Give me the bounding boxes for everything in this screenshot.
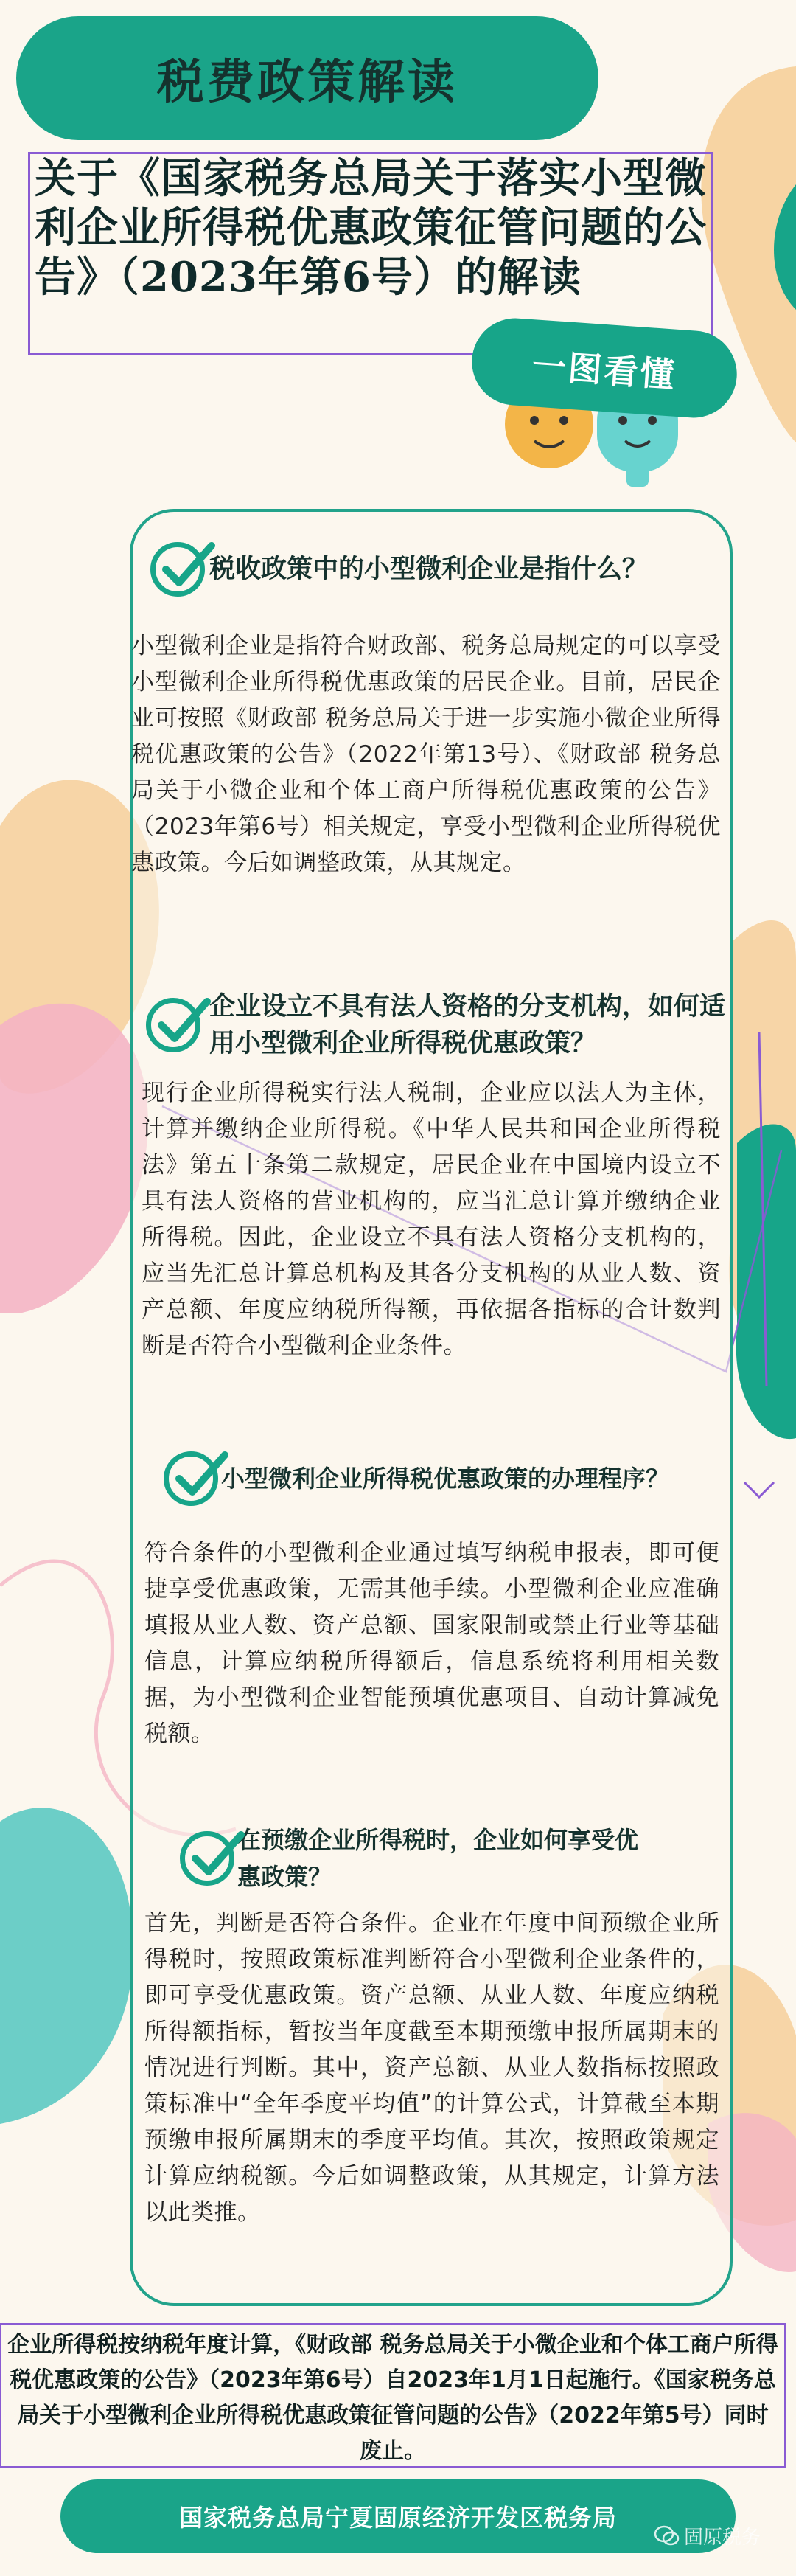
wechat-icon bbox=[654, 2525, 680, 2547]
check-icon bbox=[146, 998, 200, 1052]
header-banner bbox=[16, 16, 598, 140]
section-2-answer: 现行企业所得税实行法人税制，企业应以法人为主体，计算并缴纳企业所得税。《中华人民共和国企业所得税法》第五十条第二款规定，居民企业在中国境内设立不具有法人资格的营业机构的，应当汇总计算并缴纳企业所得税。因此，企业设立不具有法人资格分支机构的，应当先汇总计算总机构及其各分支机构的从业人数、资产总额、年度应纳税所得额，再依据各指标的合计数判断是否符合小型微利企业条件。 bbox=[142, 1080, 721, 1359]
check-icon bbox=[164, 1451, 218, 1506]
section-4-header bbox=[180, 1822, 696, 1895]
section-1-answer: 小型微利企业是指符合财政部、税务总局规定的可以享受小型微利企业所得税优惠政策的居民企业。目前，居民企业可按照《财政部 税务总局关于进一步实施小微企业所得税优惠政策的公告》（2022年第13号）、《财政部 税务总局关于小微企业和个体工商户所得税优惠政策的公告》（2023年第6号）相关规定，享受小型微利企业所得税优惠政策。今后如调整政策，从其规定。 bbox=[131, 633, 721, 876]
check-icon bbox=[150, 542, 205, 597]
section-3-header bbox=[164, 1451, 731, 1506]
footer-note: 企业所得税按纳税年度计算，《财政部 税务总局关于小微企业和个体工商户所得税优惠政策的公告》（2023年第6号）自2023年1月1日起施行。《国家税务总局关于小型微利企业所得税优惠政策征管问题的公告》（2022年第5号）同时废止。 bbox=[0, 2323, 786, 2468]
section-1-question: 税收政策中的小型微利企业是指什么？ bbox=[209, 555, 649, 584]
infographic-tag-label: 一图看懂 bbox=[531, 345, 678, 395]
watermark bbox=[654, 2522, 761, 2549]
bureau-name: 国家税务总局宁夏固原经济开发区税务局 bbox=[178, 2504, 617, 2532]
watermark-label: 固原税务 bbox=[684, 2527, 761, 2549]
section-3-question: 小型微利企业所得税优惠政策的办理程序？ bbox=[221, 1465, 670, 1493]
infographic-tag bbox=[469, 316, 739, 421]
section-2-header bbox=[146, 988, 728, 1062]
section-2-question: 企业设立不具有法人资格的分支机构，如何适用小型微利企业所得税优惠政策？ bbox=[209, 992, 726, 1058]
section-1-header bbox=[150, 542, 733, 597]
banner-title: 税费政策解读 bbox=[157, 55, 458, 110]
section-3-answer: 符合条件的小型微利企业通过填写纳税申报表，即可便捷享受优惠政策，无需其他手续。小型微利企业应准确填报从业人数、资产总额、国家限制或禁止行业等基础信息，计算应纳税所得额后，信息系统将利用相关数据，为小型微利企业智能预填优惠项目、自动计算减免税额。 bbox=[144, 1540, 719, 1747]
check-icon bbox=[180, 1831, 234, 1886]
section-4-question: 在预缴企业所得税时，企业如何享受优惠政策？ bbox=[237, 1826, 639, 1891]
bottom-bar bbox=[60, 2479, 736, 2553]
section-4-answer: 首先，判断是否符合条件。企业在年度中间预缴企业所得税时，按照政策标准判断符合小型微利企业条件的，即可享受优惠政策。资产总额、从业人数、年度应纳税所得额指标，暂按当年度截至本期预缴申报所属期末的情况进行判断。其中，资产总额、从业人数指标按照政策标准中“全年季度平均值”的计算公式，计算截至本期预缴申报所属期末的季度平均值。其次，按照政策规定计算应纳税额。今后如调整政策，从其规定，计算方法以此类推。 bbox=[144, 1910, 719, 2226]
headline: 关于《国家税务总局关于落实小型微利企业所得税优惠政策征管问题的公告》（2023年第6号）的解读 bbox=[35, 154, 707, 302]
